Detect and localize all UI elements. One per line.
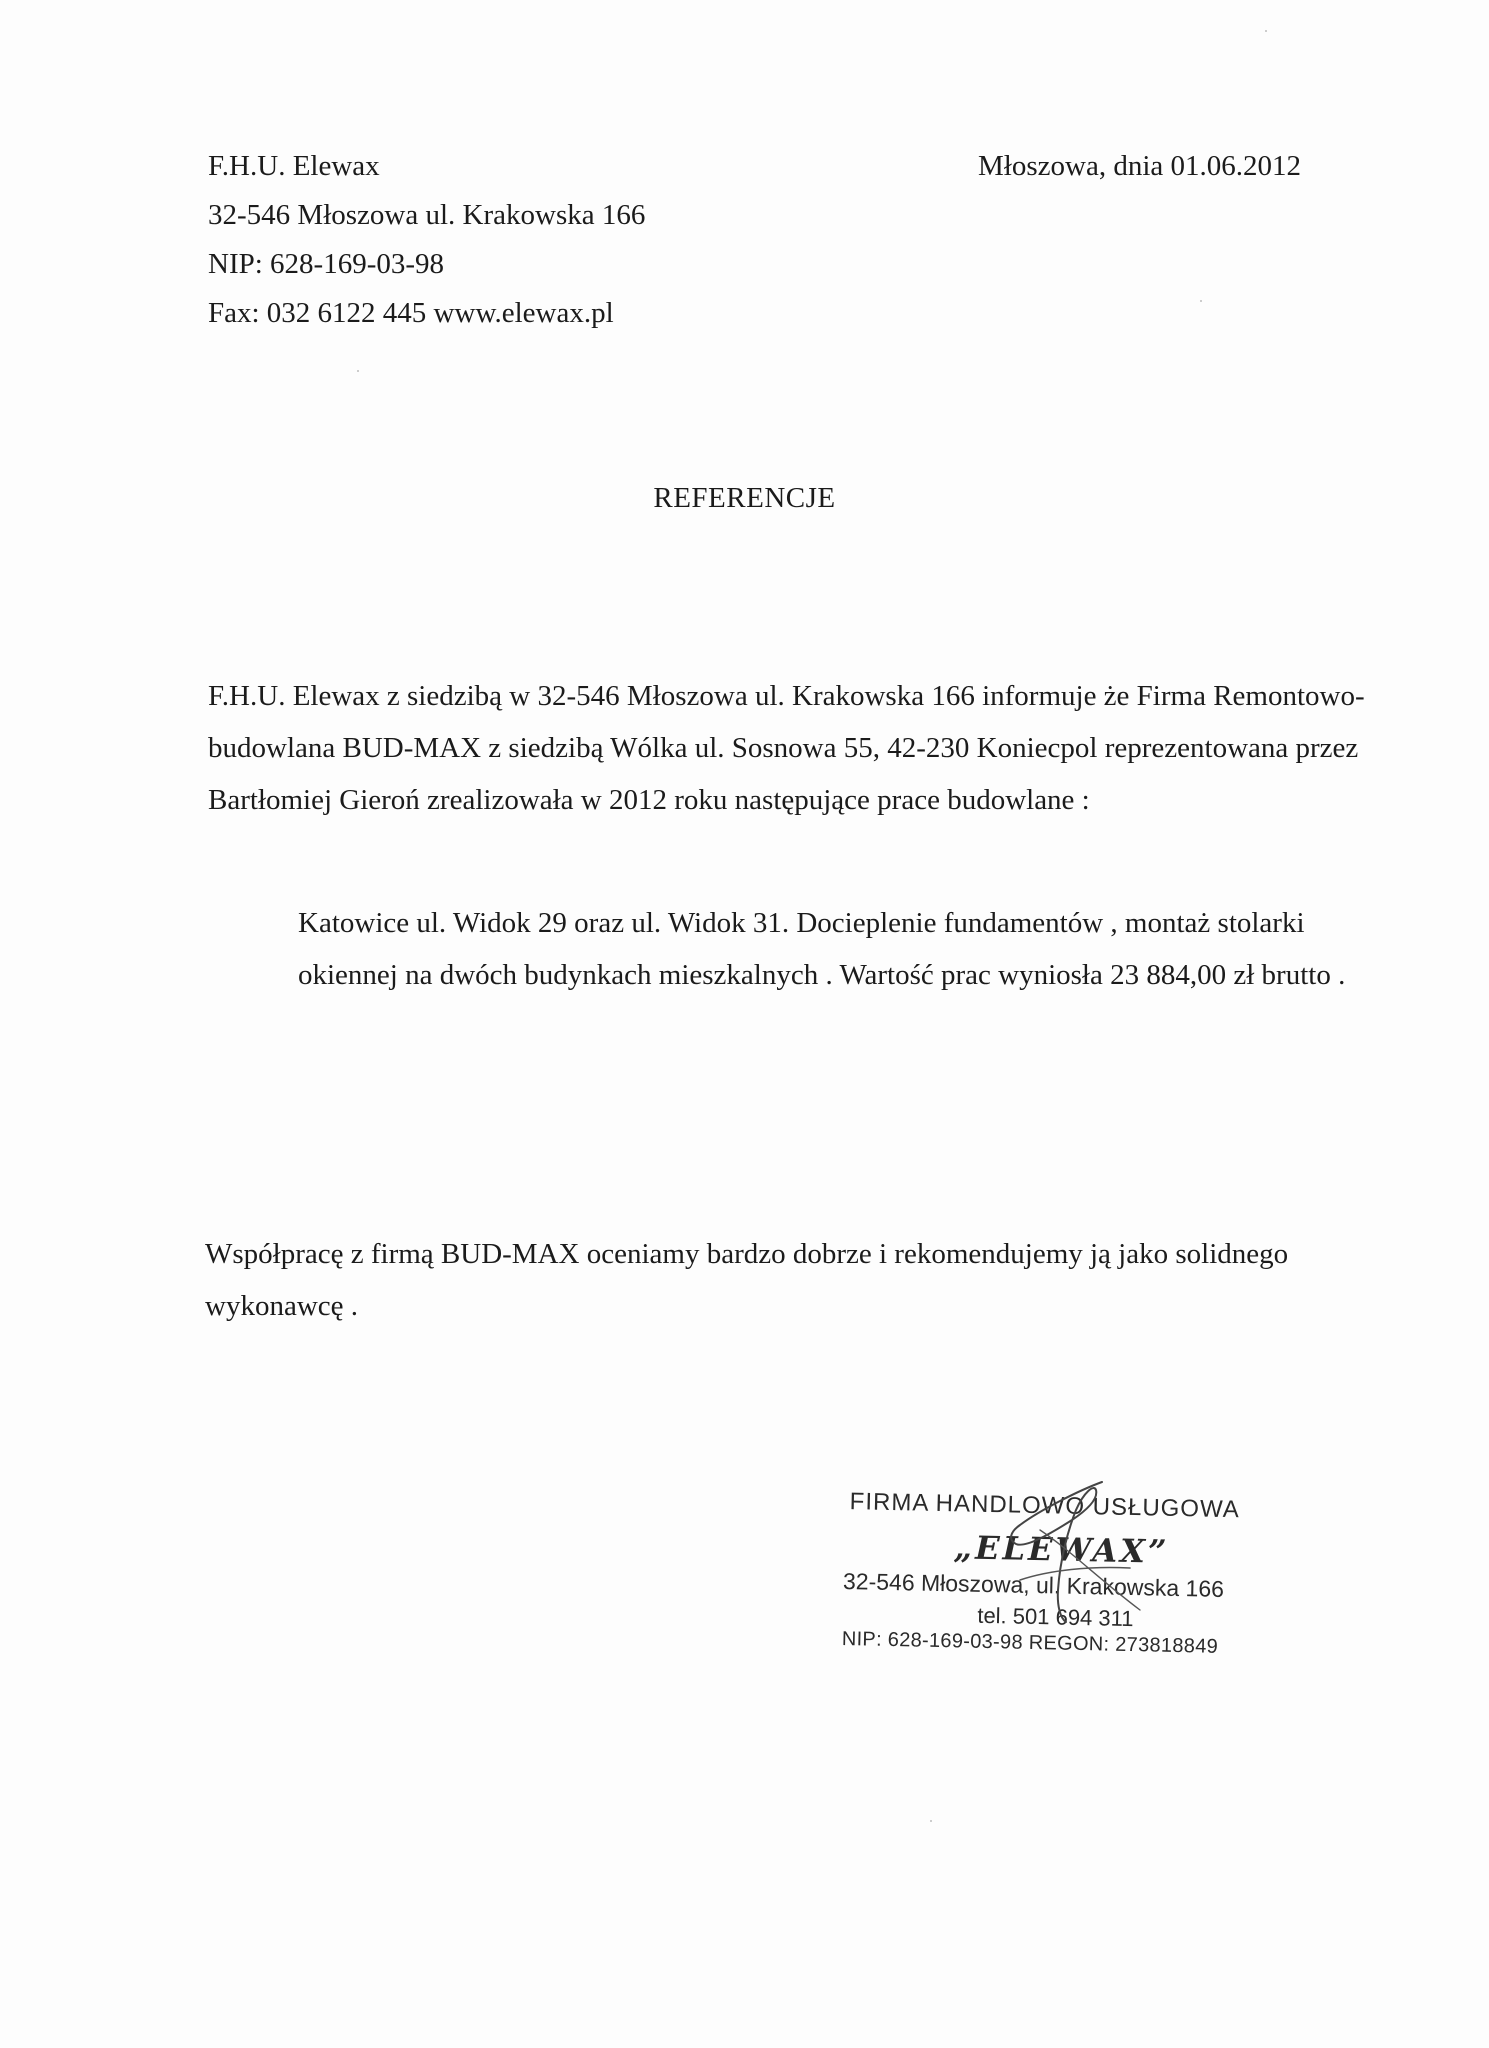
sender-nip: NIP: 628-169-03-98 (208, 248, 445, 280)
sender-address: 32-546 Młoszowa ul. Krakowska 166 (208, 199, 646, 231)
paragraph-introduction (208, 670, 1365, 826)
paragraph-line: okiennej na dwóch budynkach mieszkalnych . Wartość prac wyniosła 23 884,00 zł brutto . (298, 959, 1346, 991)
paragraph-recommendation (205, 1228, 1288, 1332)
stamp-company-name: „ELEWAX” (953, 1528, 1170, 1571)
scan-speck (357, 370, 359, 372)
paragraph-work-details (298, 897, 1345, 1001)
paragraph-line: F.H.U. Elewax z siedzibą w 32-546 Młoszowa ul. Krakowska 166 informuje że Firma Remontowo- (208, 680, 1365, 712)
scan-speck (930, 1820, 932, 1822)
paragraph-line: wykonawcę . (205, 1290, 359, 1322)
place-and-date: Młoszowa, dnia 01.06.2012 (978, 150, 1301, 182)
stamp-nip-regon: NIP: 628-169-03-98 REGON: 273818849 (841, 1627, 1219, 1658)
sender-address-block (208, 142, 645, 338)
paragraph-line: Bartłomiej Gieroń zrealizowała w 2012 roku następujące prace budowlane : (208, 784, 1090, 816)
company-stamp (841, 1488, 1265, 1687)
paragraph-line: Katowice ul. Widok 29 oraz ul. Widok 31. Docieplenie fundamentów , montaż stolarki (298, 907, 1305, 939)
scan-speck (1265, 30, 1267, 32)
paragraph-line: budowlana BUD-MAX z siedzibą Wólka ul. Sosnowa 55, 42-230 Koniecpol reprezentowana przez (208, 732, 1359, 764)
stamp-firm-type: FIRMA HANDLOWO USŁUGOWA (849, 1488, 1241, 1524)
scan-speck (1200, 300, 1202, 302)
stamp-phone: tel. 501 694 311 (977, 1602, 1134, 1632)
sender-company-name: F.H.U. Elewax (208, 150, 380, 182)
sender-fax-website: Fax: 032 6122 445 www.elewax.pl (208, 297, 614, 329)
document-title: REFERENCJE (653, 482, 836, 514)
stamp-address: 32-546 Młoszowa, ul. Krakowska 166 (842, 1567, 1225, 1602)
paragraph-line: Współpracę z firmą BUD-MAX oceniamy bardzo dobrze i rekomendujemy ją jako solidnego (205, 1238, 1289, 1270)
